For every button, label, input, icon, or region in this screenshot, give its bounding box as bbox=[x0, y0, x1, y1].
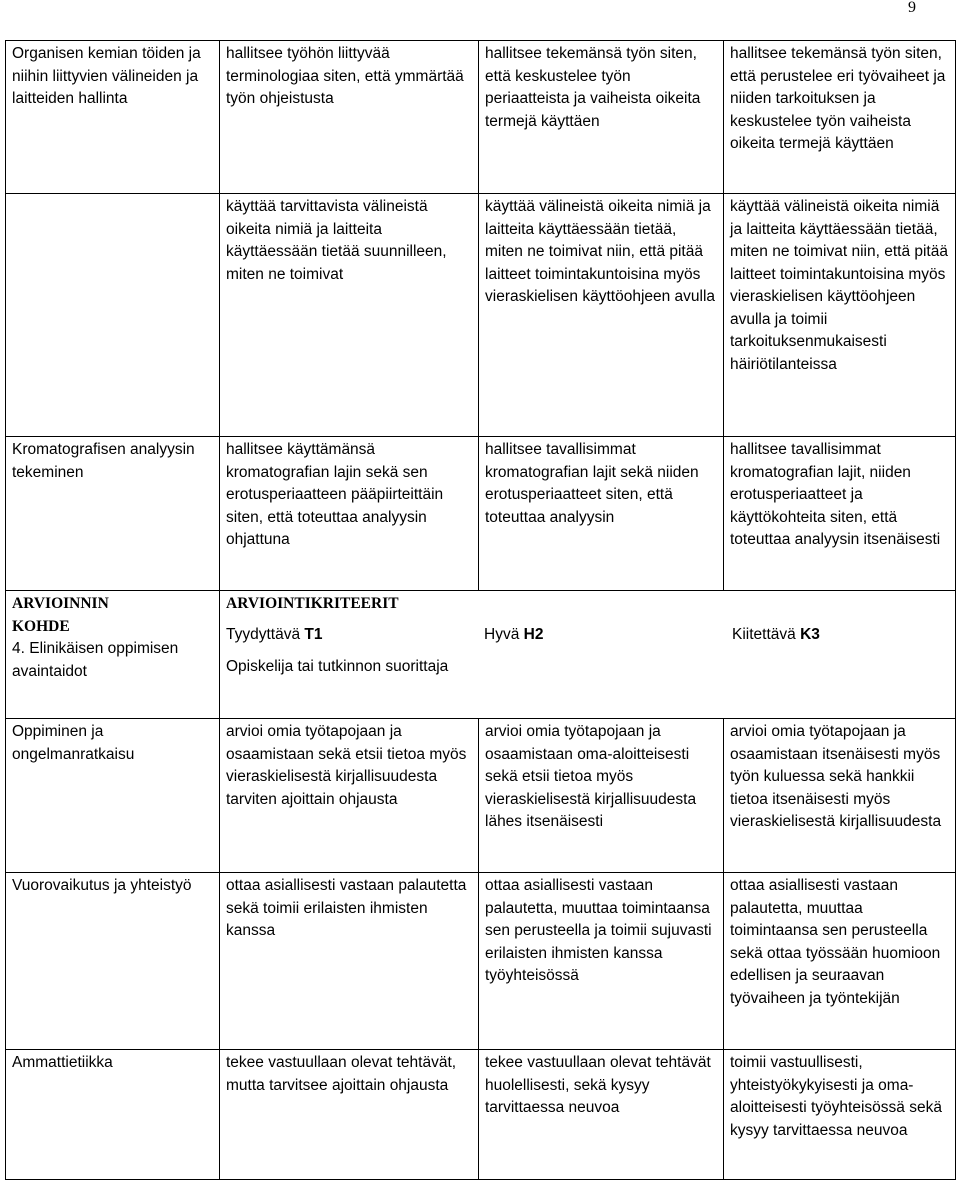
assessment-target-label-line1: ARVIOINNIN bbox=[12, 595, 109, 612]
table-row bbox=[6, 873, 956, 1050]
subject-line: Opiskelija tai tutkinnon suorittaja bbox=[226, 657, 449, 675]
level-code: T1 bbox=[304, 625, 323, 643]
level-good bbox=[484, 624, 543, 647]
h2-cell: tekee vastuullaan olevat tehtävät huolellisesti, sekä kysyy tarvittaessa neuvoa bbox=[479, 1050, 724, 1180]
t1-cell: arvioi omia työtapojaan ja osaamistaan sekä etsii tietoa myös vieraskielisestä kirjallisuudesta tarviten ajoittain ohjausta bbox=[220, 719, 479, 873]
t1-cell: hallitsee käyttämänsä kromatografian lajin sekä sen erotusperiaatteen pääpiirteittäin siten, että toteuttaa analyysin ohjattuna bbox=[220, 437, 479, 591]
level-excellent bbox=[732, 624, 820, 647]
k3-cell: toimii vastuullisesti, yhteistyökykyisesti ja oma-aloitteisesti työyhteisössä sekä kysyy tarvittaessa neuvoa bbox=[724, 1050, 956, 1180]
k3-cell: käyttää välineistä oikeita nimiä ja laitteita käyttäessään tietää, miten ne toimivat niin, että pitää laitteet toimintakuntoisina myös vieraskielisen käyttöohjeen avulla ja toimii tarkoituksenmukaisesti häiriötilanteissa bbox=[724, 194, 956, 437]
table-row bbox=[6, 194, 956, 437]
criteria-header-row bbox=[6, 591, 956, 719]
level-code: H2 bbox=[523, 625, 544, 643]
k3-cell: hallitsee tekemänsä työn siten, että perustelee eri työvaiheet ja niiden tarkoituksen ja keskustelee työn vaiheista oikeita termejä käyttäen bbox=[724, 41, 956, 194]
topic-cell: Ammattietiikka bbox=[6, 1050, 220, 1180]
assessment-target-cell bbox=[6, 591, 220, 719]
assessment-target-item: 4. Elinikäisen oppimisen avaintaidot bbox=[12, 640, 179, 680]
level-name: Tyydyttävä bbox=[226, 625, 301, 643]
h2-cell: ottaa asiallisesti vastaan palautetta, muuttaa toimintaansa sen perusteella ja toimii sujuvasti erilaisten ihmisten kanssa työyhteisössä bbox=[479, 873, 724, 1050]
criteria-cell bbox=[220, 591, 956, 719]
topic-cell: Organisen kemian töiden ja niihin liittyvien välineiden ja laitteiden hallinta bbox=[6, 41, 220, 194]
table-row bbox=[6, 719, 956, 873]
level-satisfactory bbox=[226, 624, 323, 647]
t1-cell: tekee vastuullaan olevat tehtävät, mutta tarvitsee ajoittain ohjausta bbox=[220, 1050, 479, 1180]
table-row bbox=[6, 437, 956, 591]
assessment-target-label-line2: KOHDE bbox=[12, 617, 70, 635]
topic-cell: Kromatografisen analyysin tekeminen bbox=[6, 437, 220, 591]
level-code: K3 bbox=[800, 625, 820, 643]
t1-cell: käyttää tarvittavista välineistä oikeita nimiä ja laitteita käyttäessään tietää suunnilleen, miten ne toimivat bbox=[220, 194, 479, 437]
table-row bbox=[6, 1050, 956, 1180]
k3-cell: ottaa asiallisesti vastaan palautetta, muuttaa toimintaansa sen perusteella sekä ottaa työssään huomioon edellisen ja seuraavan työvaiheen ja työntekijän bbox=[724, 873, 956, 1050]
level-name: Kiitettävä bbox=[732, 625, 796, 643]
assessment-target-label bbox=[12, 593, 214, 638]
t1-cell: ottaa asiallisesti vastaan palautetta sekä toimii erilaisten ihmisten kanssa bbox=[220, 873, 479, 1050]
topic-cell: Vuorovaikutus ja yhteistyö bbox=[6, 873, 220, 1050]
criteria-title: ARVIOINTIKRITEERIT bbox=[226, 595, 399, 612]
h2-cell: hallitsee tavallisimmat kromatografian lajit sekä niiden erotusperiaatteet siten, että toteuttaa analyysin bbox=[479, 437, 724, 591]
t1-cell: hallitsee työhön liittyvää terminologiaa siten, että ymmärtää työn ohjeistusta bbox=[220, 41, 479, 194]
table-row bbox=[6, 41, 956, 194]
k3-cell: arvioi omia työtapojaan ja osaamistaan itsenäisesti myös työn kuluessa sekä hankkii tietoa itsenäisesti myös vieraskielisestä kirjallisuudesta bbox=[724, 719, 956, 873]
assessment-table bbox=[5, 40, 956, 1180]
topic-cell: Oppiminen ja ongelmanratkaisu bbox=[6, 719, 220, 873]
level-name: Hyvä bbox=[484, 625, 520, 643]
h2-cell: käyttää välineistä oikeita nimiä ja laitteita käyttäessään tietää, miten ne toimivat niin, että pitää laitteet toimintakuntoisina myös vieraskielisen käyttöohjeen avulla bbox=[479, 194, 724, 437]
topic-cell bbox=[6, 194, 220, 437]
page-number: 9 bbox=[908, 0, 916, 16]
h2-cell: arvioi omia työtapojaan ja osaamistaan oma-aloitteisesti sekä etsii tietoa myös vieraskielisestä kirjallisuudesta lähes itsenäisesti bbox=[479, 719, 724, 873]
k3-cell: hallitsee tavallisimmat kromatografian lajit, niiden erotusperiaatteet ja käyttökohteita siten, että toteuttaa analyysin itsenäisesti bbox=[724, 437, 956, 591]
h2-cell: hallitsee tekemänsä työn siten, että keskustelee työn periaatteista ja vaiheista oikeita termejä käyttäen bbox=[479, 41, 724, 194]
levels-line bbox=[226, 624, 950, 648]
